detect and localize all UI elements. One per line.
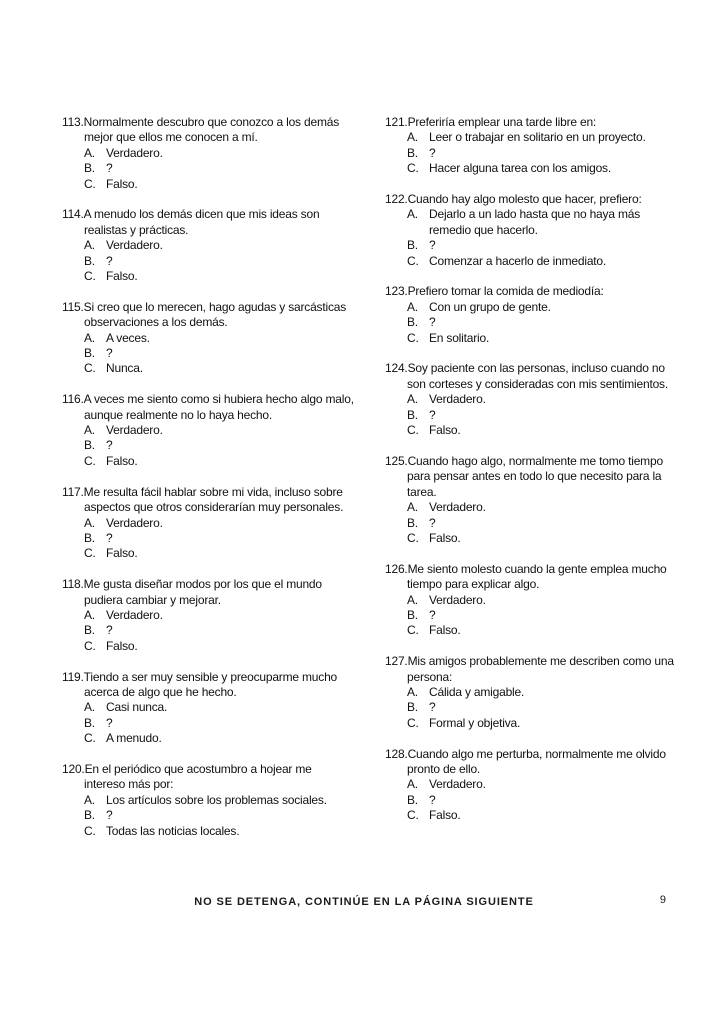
question-number: 115.	[62, 299, 84, 314]
question-text: Cuando hago algo, normalmente me tomo tiempo para pensar antes en todo lo que necesito para la tarea.	[407, 453, 663, 499]
option-text: ?	[429, 407, 436, 422]
option-letter: A.	[407, 299, 418, 314]
answer-option	[62, 531, 354, 546]
answer-option	[385, 207, 675, 238]
question-stem	[62, 115, 354, 146]
option-letter: C.	[407, 715, 419, 730]
option-text: Verdadero.	[429, 392, 486, 407]
option-text: ?	[429, 515, 436, 530]
option-text: ?	[106, 530, 113, 545]
option-text: ?	[106, 808, 113, 823]
question-item	[62, 485, 354, 562]
question-stem	[385, 284, 675, 299]
answer-option	[62, 623, 354, 638]
option-letter: A.	[84, 515, 95, 530]
answer-option	[62, 454, 354, 469]
option-letter: C.	[84, 638, 96, 653]
answer-option	[62, 438, 354, 453]
question-text: Prefiero tomar la comida de mediodía:	[407, 284, 604, 299]
question-number: 122.	[385, 192, 408, 207]
question-item	[62, 670, 354, 747]
answer-option	[385, 531, 675, 546]
question-number: 116.	[62, 392, 84, 407]
option-letter: A.	[84, 238, 95, 253]
option-text: Verdadero.	[106, 238, 163, 253]
question-number: 124.	[385, 361, 408, 376]
option-text: Verdadero.	[429, 500, 486, 515]
question-stem	[62, 670, 354, 701]
answer-option	[62, 639, 354, 654]
option-letter: B.	[84, 530, 95, 545]
answer-option	[62, 808, 354, 823]
question-text: A menudo los demás dicen que mis ideas son realistas y prácticas.	[83, 207, 320, 237]
option-letter: A.	[407, 207, 418, 222]
question-text: Mis amigos probablemente me describen como una persona:	[407, 654, 674, 684]
question-number: 117.	[62, 484, 84, 499]
option-letter: C.	[84, 731, 96, 746]
question-item	[385, 562, 675, 639]
answer-option	[62, 731, 354, 746]
answer-option	[385, 161, 675, 176]
question-item	[62, 115, 354, 192]
question-stem	[62, 485, 354, 516]
option-text: Casi nunca.	[106, 700, 168, 715]
question-item	[385, 115, 675, 177]
question-text: En el periódico que acostumbro a hojear me intereso más por:	[84, 761, 312, 792]
option-letter: B.	[407, 407, 418, 422]
question-item	[62, 300, 354, 377]
option-letter: C.	[84, 361, 96, 376]
option-text: ?	[106, 346, 113, 361]
question-number: 127.	[385, 654, 408, 669]
question-stem	[385, 562, 675, 593]
question-item	[385, 192, 675, 269]
option-letter: A.	[407, 500, 418, 515]
answer-option	[385, 408, 675, 423]
option-text: Dejarlo a un lado hasta que no haya más remedio que hacerlo.	[429, 207, 641, 237]
left-question-column	[62, 115, 354, 854]
answer-option	[385, 331, 675, 346]
answer-option	[385, 685, 675, 700]
question-number: 125.	[385, 453, 408, 468]
question-item	[385, 361, 675, 438]
answer-option	[62, 346, 354, 361]
question-item	[385, 284, 675, 346]
option-text: Verdadero.	[106, 423, 163, 438]
option-text: ?	[429, 315, 436, 330]
option-letter: C.	[407, 808, 419, 823]
answer-option	[62, 824, 354, 839]
option-text: ?	[106, 623, 113, 638]
answer-option	[62, 177, 354, 192]
question-item	[62, 392, 354, 469]
option-text: Los artículos sobre los problemas sociales.	[106, 792, 327, 807]
option-letter: A.	[407, 392, 418, 407]
answer-option	[385, 146, 675, 161]
right-question-column	[385, 115, 675, 839]
answer-option	[62, 423, 354, 438]
answer-option	[62, 700, 354, 715]
option-text: Cálida y amigable.	[429, 684, 525, 699]
option-letter: A.	[84, 792, 95, 807]
option-text: Nunca.	[106, 361, 143, 376]
question-text: Tiendo a ser muy sensible y preocuparme mucho acerca de algo que he hecho.	[83, 669, 338, 699]
question-stem	[62, 577, 354, 608]
option-letter: C.	[84, 269, 96, 284]
option-letter: A.	[84, 330, 95, 345]
option-letter: B.	[84, 715, 95, 730]
answer-option	[385, 516, 675, 531]
option-text: Comenzar a hacerlo de inmediato.	[429, 253, 607, 268]
answer-option	[62, 361, 354, 376]
question-stem	[62, 762, 354, 793]
answer-option	[62, 161, 354, 176]
question-stem	[62, 300, 354, 331]
question-stem	[62, 207, 354, 238]
option-letter: B.	[407, 792, 418, 807]
answer-option	[62, 608, 354, 623]
answer-option	[385, 593, 675, 608]
question-stem	[385, 192, 675, 207]
option-letter: B.	[84, 623, 95, 638]
option-letter: A.	[84, 607, 95, 622]
option-text: Verdadero.	[106, 607, 163, 622]
option-letter: B.	[84, 253, 95, 268]
option-text: Falso.	[106, 269, 138, 284]
question-stem	[62, 392, 354, 423]
question-number: 119.	[62, 669, 84, 684]
option-letter: A.	[407, 592, 418, 607]
question-text: Soy paciente con las personas, incluso cuando no son corteses y consideradas con mis sentimientos.	[407, 361, 668, 391]
option-letter: B.	[84, 161, 95, 176]
option-letter: B.	[84, 438, 95, 453]
option-text: ?	[429, 238, 436, 253]
answer-option	[62, 793, 354, 808]
option-letter: C.	[407, 330, 419, 345]
option-letter: B.	[407, 145, 418, 160]
option-letter: A.	[84, 423, 95, 438]
option-text: Con un grupo de gente.	[429, 299, 551, 314]
option-text: Verdadero.	[106, 145, 163, 160]
option-letter: C.	[407, 423, 419, 438]
option-letter: C.	[84, 176, 96, 191]
answer-option	[385, 238, 675, 253]
page-number: 9	[659, 894, 666, 906]
question-text: Me gusta diseñar modos por los que el mundo pudiera cambiar y mejorar.	[83, 577, 322, 607]
question-text: Cuando hay algo molesto que hacer, prefiero:	[407, 192, 642, 207]
option-text: Verdadero.	[429, 777, 486, 792]
option-letter: B.	[407, 315, 418, 330]
option-text: ?	[106, 438, 113, 453]
answer-option	[62, 269, 354, 284]
option-text: Todas las noticias locales.	[106, 823, 240, 838]
option-letter: A.	[407, 684, 418, 699]
question-stem	[385, 747, 675, 778]
option-letter: C.	[407, 161, 419, 176]
answer-option	[62, 546, 354, 561]
option-text: ?	[429, 145, 436, 160]
answer-option	[385, 777, 675, 792]
question-number: 113.	[62, 115, 84, 129]
option-text: Falso.	[429, 808, 461, 823]
option-letter: C.	[84, 823, 96, 838]
question-text: Me siento molesto cuando la gente emplea mucho tiempo para explicar algo.	[407, 561, 667, 592]
answer-option	[62, 716, 354, 731]
option-letter: A.	[84, 700, 95, 715]
answer-option	[385, 716, 675, 731]
question-stem	[385, 454, 675, 500]
answer-option	[385, 423, 675, 438]
answer-option	[385, 808, 675, 823]
option-letter: B.	[407, 238, 418, 253]
option-text: Falso.	[429, 423, 461, 438]
question-text: Me resulta fácil hablar sobre mi vida, incluso sobre aspectos que otros considerarían muy personales.	[83, 484, 344, 515]
question-text: Preferiría emplear una tarde libre en:	[407, 115, 597, 129]
option-text: ?	[429, 792, 436, 807]
option-letter: A.	[407, 777, 418, 792]
option-letter: C.	[84, 453, 96, 468]
question-text: A veces me siento como si hubiera hecho algo malo, aunque realmente no lo haya hecho.	[83, 392, 354, 422]
answer-option	[62, 238, 354, 253]
option-text: Falso.	[429, 530, 461, 545]
answer-option	[385, 500, 675, 515]
option-letter: B.	[407, 700, 418, 715]
option-text: Verdadero.	[429, 592, 486, 607]
answer-option	[385, 608, 675, 623]
option-letter: A.	[407, 130, 418, 145]
option-text: Falso.	[106, 453, 138, 468]
question-stem	[385, 361, 675, 392]
option-text: Falso.	[106, 176, 138, 191]
option-text: ?	[106, 161, 113, 176]
option-text: Leer o trabajar en solitario en un proyecto.	[429, 130, 646, 145]
question-stem	[385, 115, 675, 130]
question-text: Cuando algo me perturba, normalmente me olvido pronto de ello.	[407, 746, 666, 776]
option-text: Hacer alguna tarea con los amigos.	[429, 161, 611, 176]
question-item	[385, 654, 675, 731]
option-text: Falso.	[106, 638, 138, 653]
question-number: 126.	[385, 561, 408, 576]
answer-option	[385, 700, 675, 715]
answer-option	[385, 300, 675, 315]
answer-option	[62, 146, 354, 161]
option-letter: C.	[407, 530, 419, 545]
continue-notice: NO SE DETENGA, CONTINÚE EN LA PÁGINA SIGUIENTE	[194, 896, 534, 908]
question-number: 114.	[62, 207, 84, 222]
question-item	[385, 454, 675, 546]
option-text: A veces.	[106, 330, 150, 345]
option-letter: B.	[84, 808, 95, 823]
question-item	[62, 577, 354, 654]
option-text: ?	[429, 607, 436, 622]
option-text: Verdadero.	[106, 515, 163, 530]
question-number: 123.	[385, 284, 408, 299]
question-item	[62, 207, 354, 284]
question-number: 121.	[385, 115, 408, 129]
option-letter: B.	[407, 515, 418, 530]
answer-option	[62, 331, 354, 346]
question-item	[62, 762, 354, 839]
question-number: 128.	[385, 746, 408, 761]
option-text: A menudo.	[106, 731, 162, 746]
option-text: Falso.	[429, 623, 461, 638]
question-number: 120.	[62, 761, 85, 776]
answer-option	[385, 392, 675, 407]
option-text: En solitario.	[429, 330, 490, 345]
question-text: Normalmente descubro que conozco a los demás mejor que ellos me conocen a mí.	[83, 115, 340, 145]
option-text: ?	[106, 715, 113, 730]
option-text: Falso.	[106, 546, 138, 561]
answer-option	[385, 254, 675, 269]
option-letter: C.	[407, 623, 419, 638]
question-stem	[385, 654, 675, 685]
option-text: Formal y objetiva.	[429, 715, 521, 730]
option-text: ?	[106, 253, 113, 268]
answer-option	[62, 254, 354, 269]
answer-option	[385, 130, 675, 145]
question-item	[385, 747, 675, 824]
option-letter: B.	[84, 346, 95, 361]
option-letter: A.	[84, 145, 95, 160]
option-letter: C.	[407, 253, 419, 268]
option-letter: C.	[84, 546, 96, 561]
answer-option	[385, 793, 675, 808]
option-text: ?	[429, 700, 436, 715]
answer-option	[385, 315, 675, 330]
option-letter: B.	[407, 607, 418, 622]
answer-option	[62, 516, 354, 531]
question-text: Si creo que lo merecen, hago agudas y sarcásticas observaciones a los demás.	[83, 299, 347, 330]
question-number: 118.	[62, 577, 84, 592]
answer-option	[385, 623, 675, 638]
